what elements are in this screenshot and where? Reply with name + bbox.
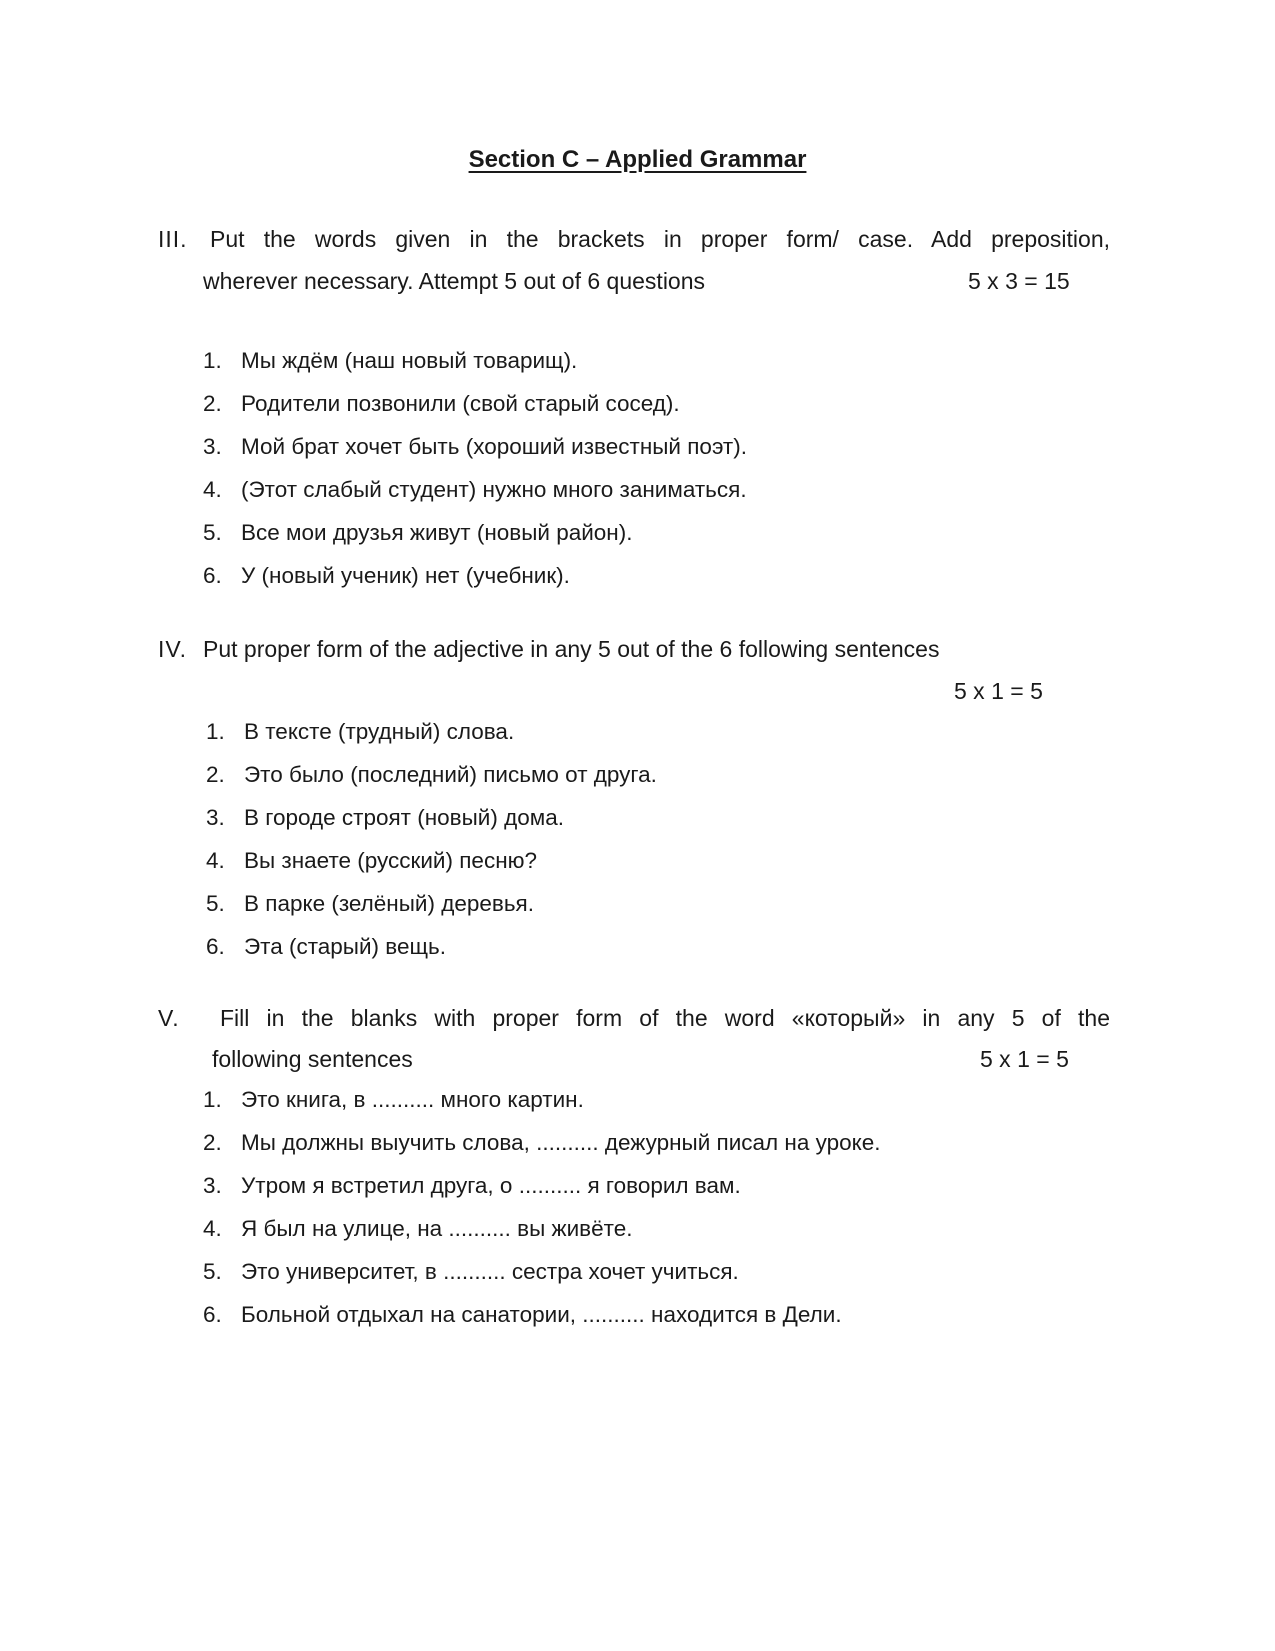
question-number: 5. <box>206 891 225 916</box>
section-marks: 5 x 3 = 15 <box>968 268 1070 294</box>
question-text: Мы ждём (наш новый товарищ). <box>241 348 578 373</box>
question-text: Больной отдыхал на санатории, .......... находится в Дели. <box>241 1302 842 1327</box>
question-text: Утром я встретил друга, о .......... я говорил вам. <box>241 1173 741 1198</box>
question-number: 2. <box>203 1130 222 1155</box>
section-number: IV. <box>158 636 188 662</box>
section-instruction: wherever necessary. Attempt 5 out of 6 questions <box>203 268 706 294</box>
question-number: 5. <box>203 1259 222 1284</box>
section-instruction: following sentences <box>212 1046 413 1072</box>
question-text: Эта (старый) вещь. <box>244 934 446 959</box>
question-number: 3. <box>203 1173 222 1198</box>
question-number: 6. <box>206 934 225 959</box>
question-number: 6. <box>203 1302 222 1327</box>
question-number: 1. <box>203 348 222 373</box>
section-number: III. <box>158 226 188 252</box>
question-text: Я был на улице, на .......... вы живёте. <box>241 1216 633 1241</box>
page-title: Section C – Applied Grammar <box>468 146 807 173</box>
question-text: Мой брат хочет быть (хороший известный поэт). <box>241 434 747 459</box>
question-text: Мы должны выучить слова, .......... дежурный писал на уроке. <box>241 1130 881 1155</box>
question-text: Это было (последний) письмо от друга. <box>244 762 657 787</box>
section-instruction: Put proper form of the adjective in any 5 out of the 6 following sentences <box>203 636 940 662</box>
question-text: Родители позвонили (свой старый сосед). <box>241 391 680 416</box>
question-number: 1. <box>203 1087 222 1112</box>
question-text: Все мои друзья живут (новый район). <box>241 520 633 545</box>
section-instruction: Fill in the blanks with proper form of the word «который» in any 5 of the <box>220 1005 1110 1031</box>
section-instruction: Put the words given in the brackets in proper form/ case. Add preposition, <box>210 226 1110 252</box>
section-marks: 5 x 1 = 5 <box>954 678 1043 704</box>
question-number: 6. <box>203 563 222 588</box>
question-text: (Этот слабый студент) нужно много заниматься. <box>241 477 747 502</box>
question-number: 1. <box>206 719 225 744</box>
question-text: В городе строят (новый) дома. <box>244 805 564 830</box>
question-text: У (новый ученик) нет (учебник). <box>241 563 570 588</box>
question-number: 4. <box>203 1216 222 1241</box>
question-number: 2. <box>203 391 222 416</box>
question-text: Вы знаете (русский) песню? <box>244 848 538 873</box>
question-number: 4. <box>203 477 222 502</box>
section-number: V. <box>158 1005 180 1031</box>
question-number: 4. <box>206 848 225 873</box>
question-number: 5. <box>203 520 222 545</box>
question-text: В тексте (трудный) слова. <box>244 719 515 744</box>
section-marks: 5 x 1 = 5 <box>980 1046 1069 1072</box>
question-number: 2. <box>206 762 225 787</box>
question-number: 3. <box>203 434 222 459</box>
question-text: В парке (зелёный) деревья. <box>244 891 534 916</box>
question-number: 3. <box>206 805 225 830</box>
question-text: Это университет, в .......... сестра хочет учиться. <box>241 1259 739 1284</box>
question-text: Это книга, в .......... много картин. <box>241 1087 584 1112</box>
